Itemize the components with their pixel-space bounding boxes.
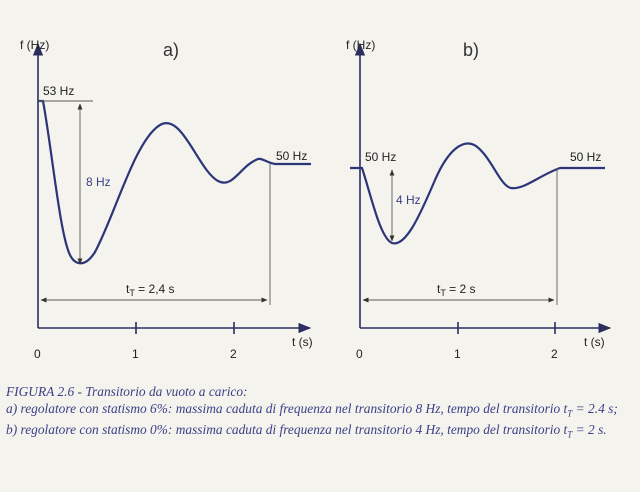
panel-b-final-label: 50 Hz bbox=[570, 150, 602, 164]
panel-b-drop-label: 4 Hz bbox=[396, 193, 421, 207]
panel-a-y-axis-label: f (Hz) bbox=[20, 38, 50, 52]
caption-line-b: b) regolatore con statismo 0%: massima caduta di frequenza nel transitorio 4 Hz, tempo del transitorio $t_T = 2$ s. bbox=[6, 421, 607, 440]
panel-a-tick-label-1: 1 bbox=[132, 347, 139, 361]
panel-a bbox=[20, 38, 313, 361]
caption-line-a: a) regolatore con statismo 6%: massima caduta di frequenza nel transitorio 8 Hz, tempo del transitorio $t_T = 2.4$ s; bbox=[6, 400, 618, 419]
panel-a-start-label: 53 Hz bbox=[43, 84, 75, 98]
panel-b-tick-label-2: 2 bbox=[551, 347, 558, 361]
panel-b bbox=[346, 38, 610, 361]
panel-a-label: a) bbox=[163, 40, 180, 60]
caption-title: FIGURA 2.6 - Transitorio da vuoto a carico: bbox=[6, 384, 248, 399]
panel-b-transient-label: $t_T = 2$ s bbox=[437, 282, 476, 298]
panel-b-label: b) bbox=[463, 40, 480, 60]
panel-b-x-axis-label: t (s) bbox=[584, 335, 605, 349]
panel-a-tick-label-2: 2 bbox=[230, 347, 237, 361]
panel-b-y-axis-label: f (Hz) bbox=[346, 38, 376, 52]
panel-a-transient-label: $t_T = 2,4$ s bbox=[126, 282, 175, 298]
figure-caption bbox=[6, 384, 634, 443]
panel-b-tick-label-0: 0 bbox=[356, 347, 363, 361]
panel-a-final-label: 50 Hz bbox=[276, 149, 308, 163]
panel-a-tick-label-0: 0 bbox=[34, 347, 41, 361]
panel-a-x-axis-label: t (s) bbox=[292, 335, 313, 349]
panel-a-drop-label: 8 Hz bbox=[86, 175, 111, 189]
panel-b-tick-label-1: 1 bbox=[454, 347, 461, 361]
panel-b-start-label: 50 Hz bbox=[365, 150, 397, 164]
